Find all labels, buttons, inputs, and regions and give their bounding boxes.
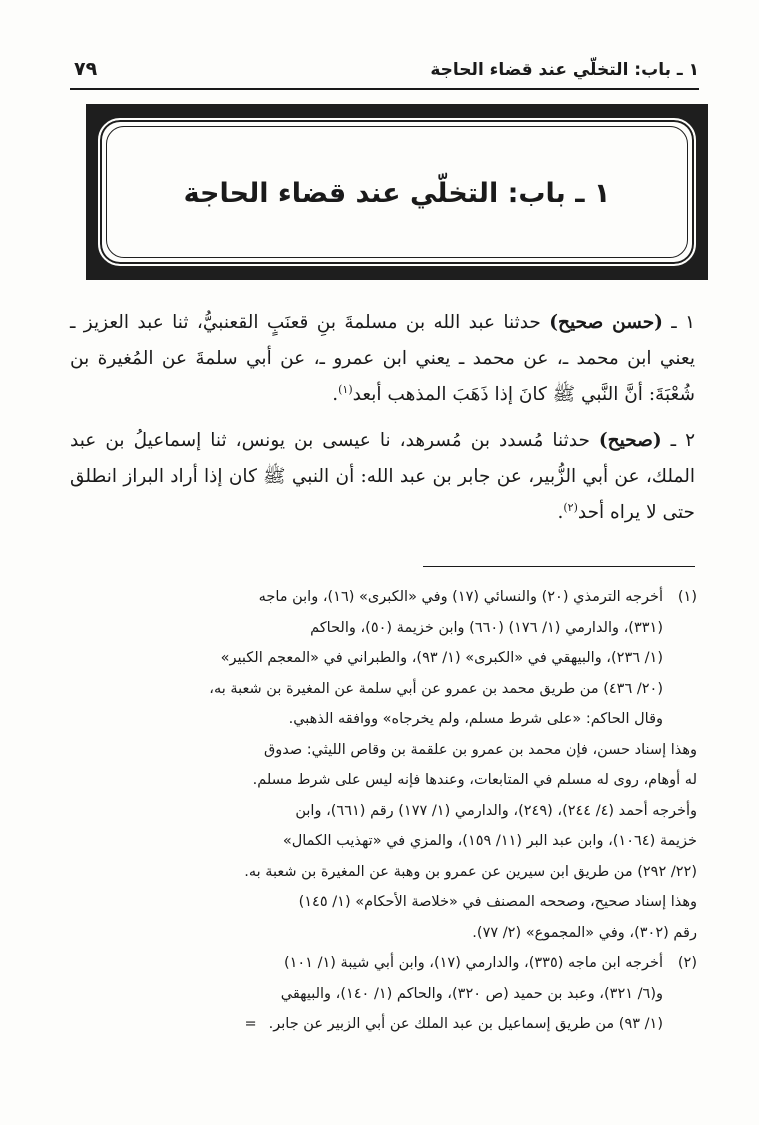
footnote-mark: (١) bbox=[338, 382, 353, 396]
footnote-line bbox=[70, 1009, 663, 1040]
running-title: ١ ـ باب: التخلّي عند قضاء الحاجة bbox=[430, 60, 699, 80]
hadith-grade: (حسن صحيح) bbox=[549, 312, 663, 333]
footnote-line: (٢٢/ ٢٩٢) من طريق ابن سيرين عن عمرو بن وهبة عن المغيرة بن شعبة به. bbox=[244, 863, 697, 880]
hadith-2 bbox=[70, 423, 695, 531]
continuation-mark: = bbox=[244, 1016, 257, 1032]
footnote-line: خزيمة (١٠٦٤)، وابن عبد البر (١١/ ١٥٩)، والمزي في «تهذيب الكمال» bbox=[282, 833, 697, 849]
footnote-line: له أوهام، روى له مسلم في المتابعات، وعندها فإنه ليس على شرط مسلم. bbox=[252, 772, 697, 788]
footnote-line: وقال الحاكم: «على شرط مسلم، ولم يخرجاه» ووافقه الذهبي. bbox=[288, 711, 663, 727]
footnotes bbox=[70, 582, 697, 1040]
footnote-line: وأخرجه أحمد (٤/ ٢٤٤)، (٢٤٩)، والدارمي (١/ ١٧٧) رقم (٦٦١)، وابن bbox=[295, 802, 697, 819]
hadith-text bbox=[70, 305, 695, 541]
footnote-line: و(٦/ ٣٢١)، وعبد بن حميد (ص ٣٢٠)، والحاكم (١/ ١٤٠)، والبيهقي bbox=[280, 985, 663, 1002]
footnote-2 bbox=[70, 948, 697, 1040]
hadith-body: حدثنا عبد الله بن مسلمةَ بنِ قعنَبٍ القعنبيُّ، ثنا عبد العزيز ـ يعني ابن محمد ـ، عن محمد ـ يعني ابن عمرو ـ، عن أبي سلمةَ عن المُغيرة بن شُعْبَةَ: أنَّ النَّبي ﷺ كانَ إذا ذَهَبَ المذهب أبعد bbox=[70, 312, 695, 405]
hadith-1 bbox=[70, 305, 695, 413]
footnote-line: (٣٣١)، والدارمي (١/ ١٧٦) (٦٦٠) وابن خزيمة (٥٠)، والحاكم bbox=[310, 619, 663, 636]
chapter-title: ١ ـ باب: التخلّي عند قضاء الحاجة bbox=[183, 178, 611, 209]
footnote-line: أخرجه الترمذي (٢٠) والنسائي (١٧) وفي «الكبرى» (١٦)، وابن ماجه bbox=[258, 589, 663, 605]
footnote-number: (٢) bbox=[677, 955, 697, 971]
hadith-number: ٢ ـ bbox=[661, 430, 695, 451]
chapter-frame bbox=[86, 104, 708, 280]
page-number: ٧٩ bbox=[74, 58, 98, 80]
footnote-line: أخرجه ابن ماجه (٣٣٥)، والدارمي (١٧)، وابن أبي شيبة (١/ ١٠١) bbox=[283, 955, 663, 971]
footnote-line: (١/ ٢٣٦)، والبيهقي في «الكبرى» (١/ ٩٣)، والطبراني في «المعجم الكبير» bbox=[220, 650, 663, 666]
hadith-end: . bbox=[557, 502, 564, 523]
chapter-frame-inner bbox=[98, 118, 696, 266]
footnote-1 bbox=[70, 582, 697, 735]
hadith-number: ١ ـ bbox=[662, 312, 695, 333]
footnote-line: وهذا إسناد حسن، فإن محمد بن عمرو بن علقمة بن وقاص الليثي: صدوق bbox=[264, 741, 697, 758]
footnote-number: (١) bbox=[677, 589, 697, 605]
hadith-grade: (صحيح) bbox=[598, 430, 662, 451]
hadith-body: حدثنا مُسدد بن مُسرهد، نا عيسى بن يونس، ثنا إسماعيلُ بن عبد الملك، عن أبي الزُّبير، عن جابر بن عبد الله: أن النبي ﷺ كان إذا أراد البراز انطلق حتى لا يراه أحد bbox=[70, 430, 695, 523]
footnote-line-text: (١/ ٩٣) من طريق إسماعيل بن عبد الملك عن أبي الزبير عن جابر. bbox=[268, 1016, 663, 1032]
footnote-line: وهذا إسناد صحيح، وصححه المصنف في «خلاصة الأحكام» (١/ ١٤٥) bbox=[298, 894, 697, 910]
running-header bbox=[70, 58, 699, 90]
footnote-1-continued bbox=[70, 735, 697, 949]
hadith-end: . bbox=[332, 384, 339, 405]
footnote-separator bbox=[423, 566, 695, 567]
footnote-line: رقم (٣٠٢)، وفي «المجموع» (٢/ ٧٧). bbox=[472, 924, 697, 941]
footnote-line: (٢٠/ ٤٣٦) من طريق محمد بن عمرو عن أبي سلمة عن المغيرة بن شعبة به، bbox=[209, 680, 663, 697]
footnote-mark: (٢) bbox=[563, 500, 578, 514]
